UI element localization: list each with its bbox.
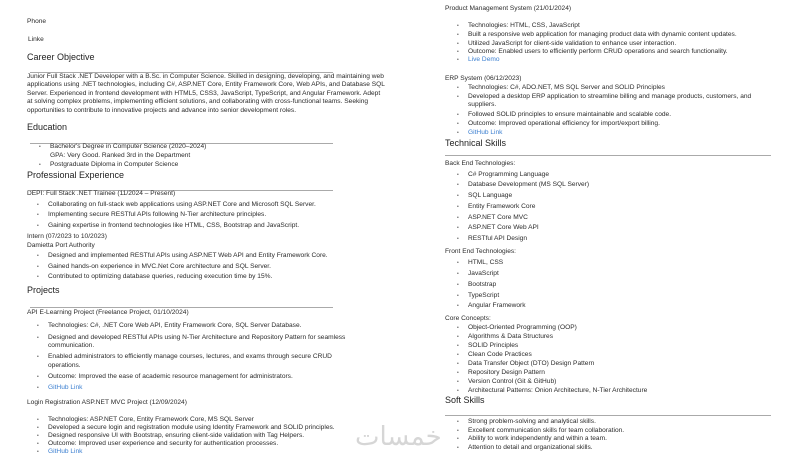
projects-heading: Projects [27,285,60,295]
list-item-cont: operations. [48,362,81,369]
experience-heading: Professional Experience [27,170,125,180]
list-item: • Technologies: C#, ADO.NET, MS SQL Server and SOLID Principles [468,84,665,92]
list-item: • Collaborating on full-stack web applications using ASP.NET Core and Microsoft SQL Server. [48,201,316,209]
project-title: Product Management System (21/01/2024) [445,5,572,12]
project-title: API E-Learning Project (Freelance Project, 01/10/2024) [27,309,189,316]
watermark-logo: خمسات [355,422,442,452]
list-item: • Contributed to optimizing database queries, reducing execution time by 15%. [48,273,272,281]
skill-item: • Strong problem-solving and analytical skills. [468,418,596,426]
career-text: Junior Full Stack .NET Developer with a B.Sc. in Computer Science. Skilled in designing, developing, and maintaining web applications using .NET technologies, including C#, ASP.NET Core, Entity Framework Core, Web APIs, and Database SQL Server. Experienced in frontend development with HTML5, CSS3, JavaScript, TypeScript, and Angular Framework. Adept at solving complex problems, implementing efficient solutions, and collaborating with cross-functional teams. Seeking opportunities to contribute to innovative projects and advance into senior development roles. [27,73,385,114]
skill-item: • Entity Framework Core [468,203,535,211]
frontend-label: Front End Technologies: [445,248,516,255]
job-title: Intern (07/2023 to 10/2023) [27,233,107,240]
github-link[interactable]: • GitHub Link [468,129,502,137]
list-item: • Developed a desktop ERP application to streamline billing and manage products, customers, and [468,93,751,101]
list-item: • Built a responsive web application for managing product data with dynamic content updates. [468,31,737,39]
skill-item: • RESTful API Design [468,235,527,243]
skill-item: • Version Control (Git & GitHub) [468,378,556,386]
list-item: • Followed SOLID principles to ensure maintainable and scalable code. [468,111,671,119]
list-item: • Outcome: Enabled users to efficiently perform CRUD operations and search functionality. [468,48,728,56]
skill-item: • C# Programming Language [468,171,549,179]
github-link[interactable]: • GitHub Link [48,384,82,392]
skill-item: • ASP.NET Core Web API [468,224,539,232]
skill-item: • SQL Language [468,192,512,200]
job-title: DEPI: Full Stack .NET Trainee (11/2024 – Present) [27,190,176,197]
core-label: Core Concepts: [445,315,491,322]
project-title: ERP System (06/12/2023) [445,75,522,82]
list-item: • Developed a secure login and registration module using Identity Framework and SOLID principles. [48,424,335,432]
skill-item: • Data Transfer Object (DTO) Design Pattern [468,360,594,368]
list-item: • Technologies: C#, .NET Core Web API, Entity Framework Core, SQL Server Database. [48,322,301,330]
skill-item: • JavaScript [468,270,499,278]
skill-item: • Bootstrap [468,281,496,289]
education-item: • Bachelor's Degree in Computer Science (2020–2024) [50,143,206,151]
skill-item: • Repository Design Pattern [468,369,545,377]
skill-item: • TypeScript [468,292,499,300]
skill-item: • Angular Framework [468,302,526,310]
list-item-cont: communication. [48,342,95,349]
skill-item: • Attention to detail and organizational skills. [468,444,593,452]
career-heading: Career Objective [27,52,95,62]
skill-item: • HTML, CSS [468,259,503,267]
education-heading: Education [27,122,68,132]
linkedin-label: Linke [28,36,44,43]
education-detail: GPA: Very Good. Ranked 3rd in the Department [50,152,191,159]
list-item: • Gained hands-on experience in MVC.Net Core architecture and SQL Server. [48,263,271,271]
live-demo-link[interactable]: • Live Demo [468,56,500,64]
skill-item: • Clean Code Practices [468,351,532,359]
skill-item: • Database Development (MS SQL Server) [468,181,589,189]
list-item: • Outcome: Improved the ease of academic resource management for administrators. [48,373,293,381]
skill-item: • SOLID Principles [468,342,518,350]
divider [445,155,771,156]
job-org: Damietta Port Authority [27,242,95,249]
github-link[interactable]: • GitHub Link [48,448,82,456]
skill-item: • ASP.NET Core MVC [468,214,528,222]
list-item: • Outcome: Improved operational efficiency for import/export billing. [468,120,660,128]
skill-item: • Excellent communication skills for team collaboration. [468,427,624,435]
list-item: • Designed and implemented RESTful APIs using ASP.NET Web API and Entity Framework Core. [48,252,328,260]
list-item: • Implementing secure RESTful APIs following N-Tier architecture principles. [48,211,266,219]
skill-item: • Algorithms & Data Structures [468,333,553,341]
backend-label: Back End Technologies: [445,160,516,167]
project-title: Login Registration ASP.NET MVC Project (12/09/2024) [27,399,187,406]
skill-item: • Ability to work independently and within a team. [468,435,607,443]
list-item: • Outcome: Improved user experience and security for authentication processes. [48,440,278,448]
list-item-cont: suppliers. [468,101,497,108]
phone-label: Phone [27,18,47,25]
list-item: • Designed and developed RESTful APIs using N-Tier Architecture and Repository Pattern for seamless [48,334,345,342]
list-item: • Technologies: HTML, CSS, JavaScript [468,22,580,30]
skill-item: • Architectural Patterns: Onion Architecture, N-Tier Architecture [468,387,647,395]
list-item: • Enabled administrators to efficiently manage courses, lectures, and exams through secure CRUD [48,353,332,361]
divider [445,415,771,416]
skill-item: • Object-Oriented Programming (OOP) [468,324,577,332]
list-item: • Designed responsive UI with Bootstrap, ensuring client-side validation with Tag Helpers. [48,432,304,440]
divider [30,307,333,308]
soft-skills-heading: Soft Skills [445,395,485,405]
list-item: • Technologies: ASP.NET Core, Entity Framework Core, MS SQL Server [48,416,254,424]
list-item: • Utilized JavaScript for client-side validation to enhance user interaction. [468,40,676,48]
technical-skills-heading: Technical Skills [445,138,507,148]
list-item: • Gaining expertise in frontend technologies like HTML, CSS, Bootstrap and JavaScript. [48,222,299,230]
education-item: • Postgraduate Diploma in Computer Science [50,161,178,169]
